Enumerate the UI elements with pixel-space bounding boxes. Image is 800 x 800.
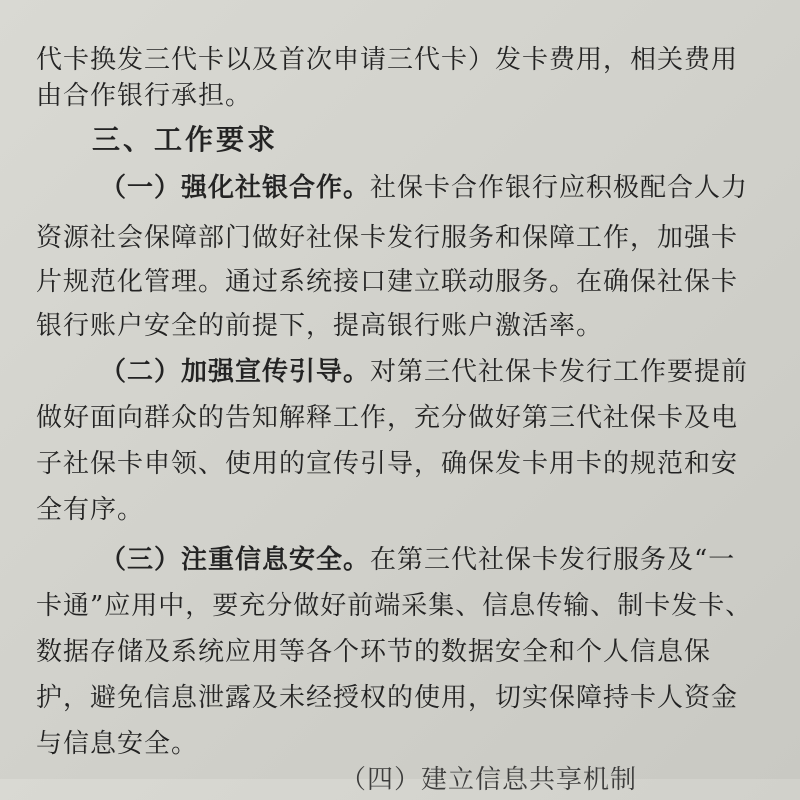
cut-off-line: （四）建立信息共享机制	[340, 765, 638, 795]
paragraph-line: 数据存储及系统应用等各个环节的数据安全和个人信息保	[36, 637, 712, 667]
section-heading: 三、工作要求	[92, 123, 279, 156]
section-2-text: 对第三代社保卡发行工作要提前	[370, 357, 749, 387]
section-2-title: （二）加强宣传引导。	[100, 357, 371, 387]
paragraph-line: 银行账户安全的前提下，提高银行账户激活率。	[36, 311, 604, 341]
paragraph-line: 代卡换发三代卡以及首次申请三代卡）发卡费用，相关费用	[36, 45, 739, 75]
paragraph-line: 片规范化管理。通过系统接口建立联动服务。在确保社保卡	[36, 267, 739, 297]
paragraph-line: 由合作银行承担。	[36, 81, 253, 111]
section-1-title: （一）强化社银合作。	[100, 173, 371, 203]
section-3-text: 在第三代社保卡发行服务及“一	[370, 545, 736, 575]
paragraph-line: 资源社会保障部门做好社保卡发行服务和保障工作，加强卡	[36, 223, 739, 253]
paragraph-line: 子社保卡申领、使用的宣传引导，确保发卡用卡的规范和安	[36, 449, 739, 479]
paragraph-line: 全有序。	[36, 495, 145, 525]
section-3-first-line	[100, 540, 735, 580]
paragraph-line: 卡通”应用中，要充分做好前端采集、信息传输、制卡发卡、	[36, 591, 753, 621]
paragraph-line: 做好面向群众的告知解释工作，充分做好第三代社保卡及电	[36, 403, 739, 433]
section-2-first-line	[100, 352, 748, 392]
paragraph-line: 与信息安全。	[36, 729, 199, 759]
paragraph-line: 护，避免信息泄露及未经授权的使用，切实保障持卡人资金	[36, 683, 739, 713]
section-1-first-line	[100, 168, 748, 208]
section-3-title: （三）注重信息安全。	[100, 545, 371, 575]
section-1-text: 社保卡合作银行应积极配合人力	[370, 173, 749, 203]
